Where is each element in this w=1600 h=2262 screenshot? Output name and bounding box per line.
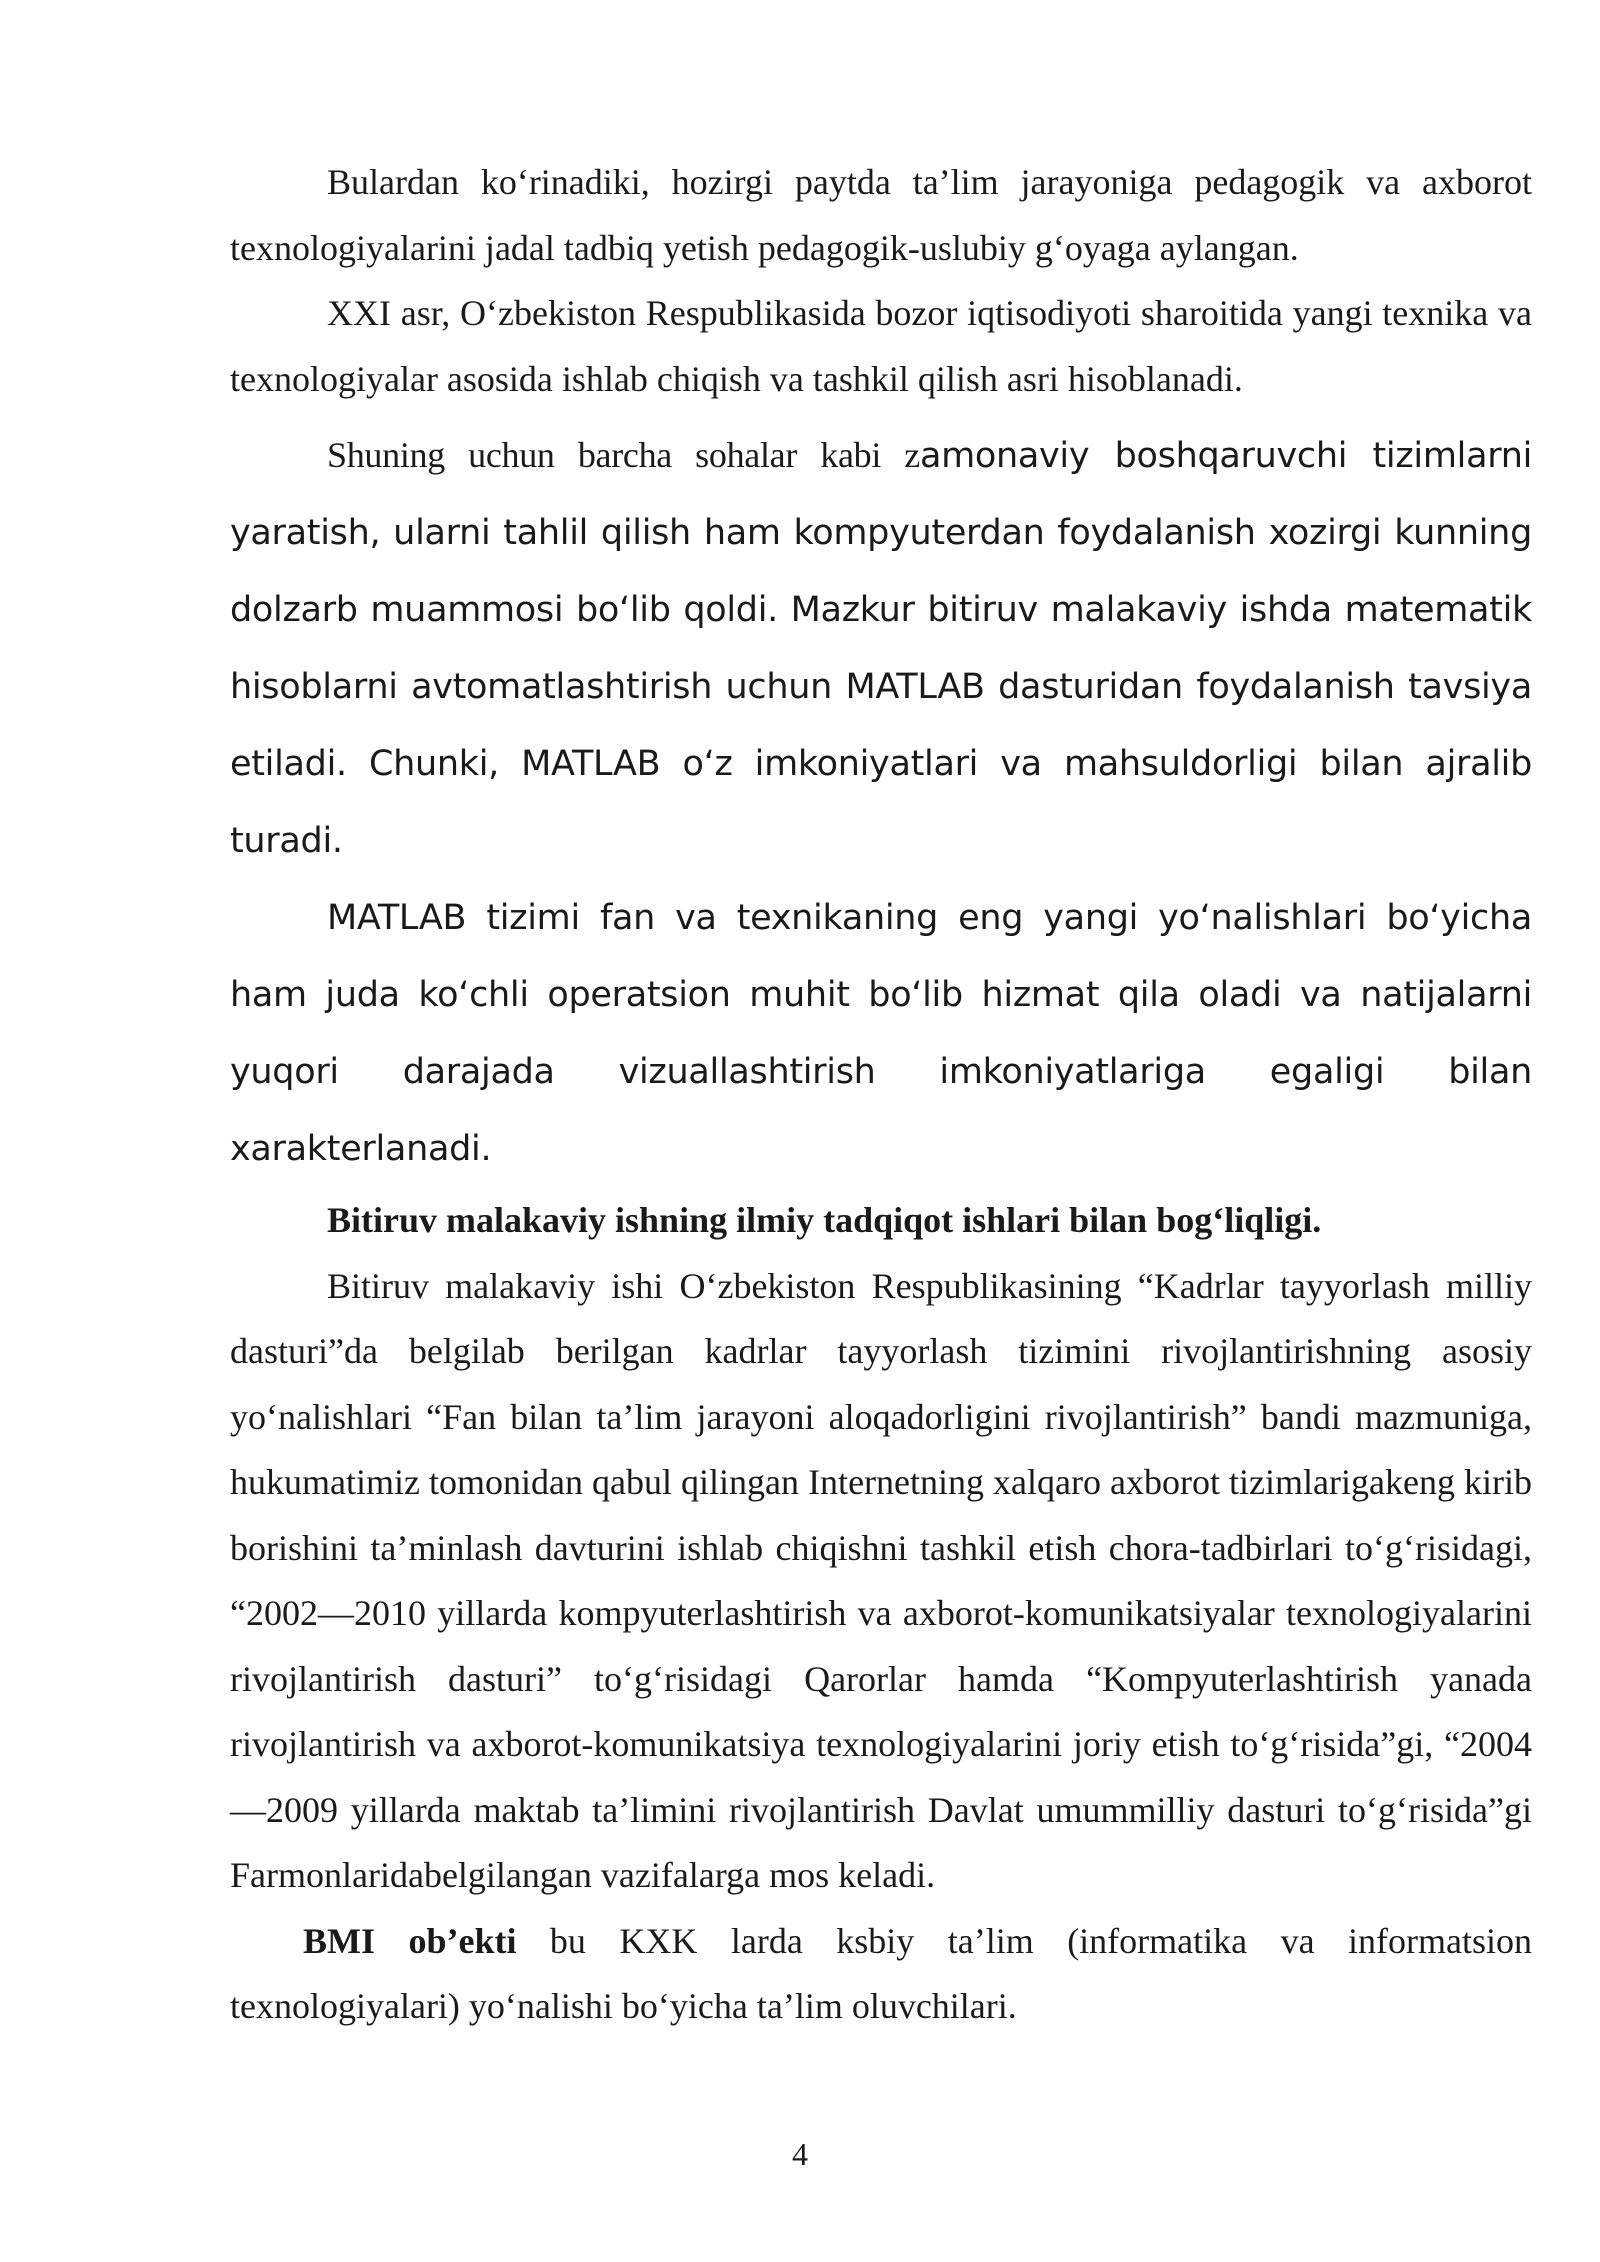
- paragraph-research-link: Bitiruv malakaviy ishi O‘zbekiston Respublikasining “Kadrlar tayyorlash milliy dasturi”da belgilab berilgan kadrlar tayyorlash tizimini rivojlantirishning asosiy yo‘nalishlari “Fan bilan ta’lim jarayoni aloqadorligini rivojlantirish” bandi mazmuniga, hukumatimiz tomonidan qabul qilingan Internetning xalqaro axborot tizimlarigakeng kirib borishini ta’minlash davturini ishlab chiqishni tashkil etish chora-tadbirlari to‘g‘risidagi, “2002—2010 yillarda kompyuterlashtirish va axborot-komunikatsiyalar texnologiyalarini rivojlantirish dasturi” to‘g‘risidagi Qarorlar hamda “Kompyuterlashtirish yanada rivojlantirish va axborot-komunikatsiya texnologiyalarini joriy etish to‘g‘risida”gi, “2004—2009 yillarda maktab ta’limini rivojlantirish Davlat umummilliy dasturi to‘g‘risida”gi Farmonlaridabelgilangan vazifalarga mos keladi.: [230, 1265, 1532, 1895]
- paragraph-sans-continuation: amonaviy boshqaruvchi tizimlarni yaratish, ularni tahlil qilish ham kompyuterdan foydalanish xozirgi kunning dolzarb muammosi bo‘lib qoldi. Mazkur bitiruv malakaviy ishda matematik hisoblarni avtomatlashtirish uchun MATLAB dasturidan foydalanish tavsiya etiladi. Chunki, MATLAB o‘z imkoniyatlari va mahsuldorligi bilan ajralib turadi.: [230, 436, 1532, 861]
- paragraph-serif-lead: Shuning uchun barcha sohalar kabi z: [327, 435, 920, 475]
- paragraph-bmi-object: [230, 1909, 1532, 2040]
- paragraph-matlab-system: MATLAB tizimi fan va texnikaning eng yangi yo‘nalishlari bo‘yicha ham juda ko‘chli operatsion muhit bo‘lib hizmat qila oladi va natijalarni yuqori darajada vizuallashtirish imkoniyatlariga egaligi bilan xarakterlanadi.: [230, 898, 1532, 1169]
- paragraph-xxi-century: XXI asr, O‘zbekiston Respublikasida bozor iqtisodiyoti sharoitida yangi texnika va texnologiyalar asosida ishlab chiqish va tashkil qilish asri hisoblanadi.: [230, 293, 1532, 399]
- bmi-object-description: bu KXK larda ksbiy ta’lim (informatika va informatsion texnologiyalari) yo‘nalishi bo‘yicha ta’lim oluvchilari.: [230, 1920, 1532, 2026]
- paragraph-matlab-recommendation: [230, 418, 1532, 880]
- page-number: 4: [792, 2136, 808, 2172]
- section-heading: Bitiruv malakaviy ishning ilmiy tadqiqot ishlari bilan bog‘liqligi.: [327, 1200, 1322, 1240]
- paragraph-intro: Bulardan ko‘rinadiki, hozirgi paytda ta’lim jarayoniga pedagogik va axborot texnologiyalarini jadal tadbiq yetish pedagogik-uslubiy g‘oyaga aylangan.: [230, 162, 1532, 268]
- document-body: [230, 150, 1532, 2040]
- bmi-object-term: BMI ob’ekti: [303, 1920, 517, 1961]
